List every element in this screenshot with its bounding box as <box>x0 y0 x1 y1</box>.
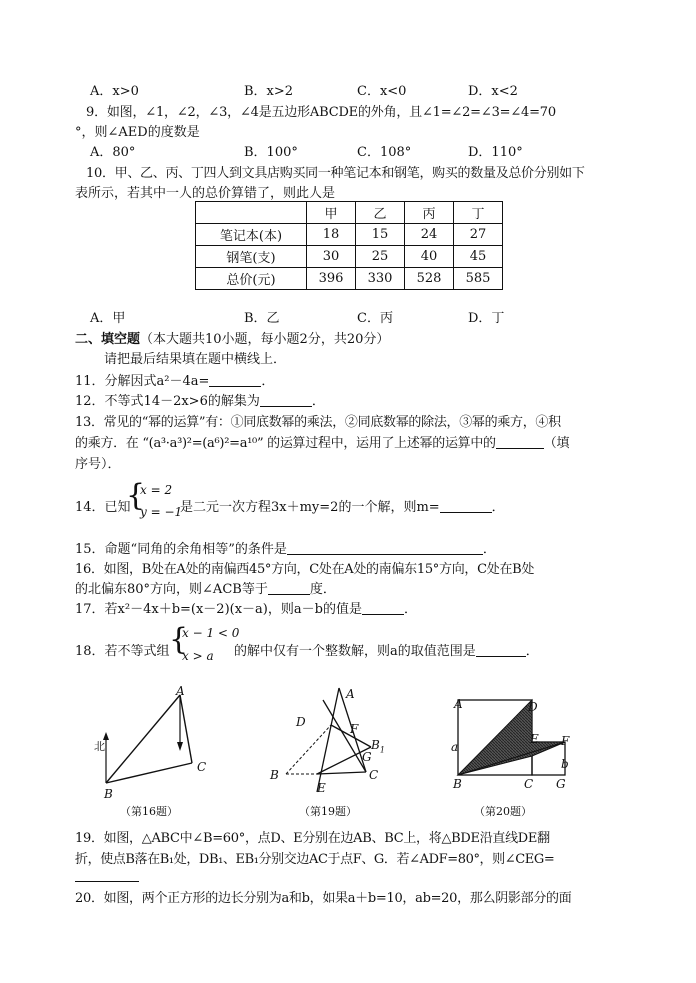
q18-post-text: 的解中仅有一个整数解，则a的取值范围是 <box>234 644 476 659</box>
q16-line1: 16．如图，B处在A处的南偏西45°方向，C处在A处的南偏东15°方向，C处在B处 <box>75 562 535 577</box>
q20-line1: 20．如图，两个正方形的边长分别为a和b，如果a＋b=10，ab=20，那么阴影部分的面 <box>75 891 572 906</box>
table-header-row <box>196 202 503 224</box>
q11-answer-blank[interactable] <box>209 374 261 387</box>
q16-answer-blank[interactable] <box>268 582 310 595</box>
q13-line2-text: 的乘方．在 “(a³·a³)²=(a⁶)²=a¹⁰” 的运算过程中，运用了上述幂的运算中的 <box>75 436 496 451</box>
q10-option-b: B．乙 <box>244 311 280 326</box>
q10-option-c: C．丙 <box>357 311 393 326</box>
q14-sys1: x = 2 <box>140 483 173 497</box>
fig20-label-g: G <box>556 777 566 791</box>
fig20-label-d: D <box>528 700 538 714</box>
q16-end: 度． <box>309 582 336 597</box>
q14-post <box>180 496 505 515</box>
fig19-label-a: A <box>346 687 355 701</box>
fig20-label-f: F <box>561 734 570 748</box>
fig16-label-a: A <box>176 684 185 698</box>
fig20-label-b: B <box>453 777 462 791</box>
q10-line2: 表所示，若其中一人的总价算错了，则此人是 <box>75 186 336 201</box>
q19-line1: 19．如图，△ABC中∠B=60°，点D、E分别在边AB、BC上，将△BDE沿直线DE翻 <box>75 831 550 846</box>
q13-answer-blank[interactable] <box>496 436 544 449</box>
table-cell: 585 <box>454 268 503 290</box>
q14-brace: { <box>126 478 146 513</box>
q12-answer-blank[interactable] <box>260 394 312 407</box>
table-cell: 330 <box>356 268 405 290</box>
q13-line1: 13．常见的“幂的运算”有：①同底数幂的乘法，②同底数幂的除法，③幂的乘方，④积 <box>75 415 561 430</box>
fig19-label-b1-sub: 1 <box>379 745 385 755</box>
fig19-label-b1 <box>371 738 385 754</box>
fig19-label-f: F <box>350 722 359 736</box>
q8-option-b: B．x>2 <box>244 84 294 99</box>
table-cell: 18 <box>307 224 356 246</box>
q8-option-c: C．x<0 <box>357 84 407 99</box>
fig19-label-e: E <box>317 781 326 795</box>
q14-sys2: y = −1 <box>140 505 183 519</box>
table-header-cell <box>196 202 307 224</box>
fig19-label-d: D <box>296 715 306 729</box>
q8-option-a: A．x>0 <box>90 84 139 99</box>
q15-answer-blank[interactable] <box>287 542 483 555</box>
q19-answer-blank[interactable] <box>75 869 139 882</box>
table-header-cell: 丁 <box>454 202 503 224</box>
table-row <box>196 268 503 290</box>
fig19-label-c: C <box>369 768 379 782</box>
q10-line1: 10．甲、乙、丙、丁四人到文具店购买同一种笔记本和钢笔，购买的数量及总价分别如下 <box>86 166 585 181</box>
table-cell: 30 <box>307 246 356 268</box>
q15 <box>75 538 496 557</box>
q16-line2-text: 的北偏东80°方向，则∠ACB等于 <box>75 582 268 597</box>
q13-line2-end: （填 <box>543 436 570 451</box>
q11 <box>75 370 274 389</box>
fig20-caption: （第20题） <box>474 805 532 818</box>
q14-pre: 14．已知 <box>75 500 131 515</box>
q9-option-a: A．80° <box>90 145 136 160</box>
q17-end: ． <box>403 602 417 617</box>
q14-answer-blank[interactable] <box>440 500 492 513</box>
fig16-caption: （第16题） <box>120 805 178 818</box>
q15-text: 15．命题“同角的余角相等”的条件是 <box>75 542 287 557</box>
q17-text: 17．若x²－4x＋b=(x－2)(x－a)，则a－b的值是 <box>75 602 362 617</box>
q17 <box>75 598 417 617</box>
q9-line1: 9．如图，∠1，∠2，∠3，∠4是五边形ABCDE的外角，且∠1=∠2=∠3=∠4=70 <box>86 105 556 120</box>
q19-line2: 折，使点B落在B₁处，DB₁、EB₁分别交边AC于点F、G．若∠ADF=80°，则∠CEG= <box>75 852 555 867</box>
table-cell: 45 <box>454 246 503 268</box>
table-header-cell: 丙 <box>405 202 454 224</box>
q12 <box>75 390 325 409</box>
section-instruction: 请把最后结果填在题中横线上． <box>104 352 287 367</box>
table-cell: 笔记本(本) <box>196 224 307 246</box>
table-row <box>196 224 503 246</box>
fig20-label-c: C <box>524 777 534 791</box>
fig16-label-c: C <box>197 760 207 774</box>
q18-post <box>234 640 539 659</box>
q8-option-d: D．x<2 <box>468 84 518 99</box>
table-cell: 24 <box>405 224 454 246</box>
table-header-cell: 甲 <box>307 202 356 224</box>
q15-end: ． <box>482 542 496 557</box>
table-cell: 396 <box>307 268 356 290</box>
q10-option-a: A．甲 <box>90 311 126 326</box>
fig19-label-g: G <box>362 750 372 764</box>
q12-end: ． <box>311 394 325 409</box>
q13-line3: 序号）． <box>75 457 121 472</box>
q18-end: ． <box>525 644 539 659</box>
fig19-label-b1-letter: B <box>371 738 380 752</box>
q9-option-c: C．108° <box>357 145 412 160</box>
table-cell: 钢笔(支) <box>196 246 307 268</box>
table-cell: 528 <box>405 268 454 290</box>
q18-pre: 18．若不等式组 <box>75 644 170 659</box>
table-row <box>196 246 503 268</box>
table-cell: 40 <box>405 246 454 268</box>
fig16-label-b: B <box>104 787 113 801</box>
q10-table <box>195 201 503 290</box>
q14-post-text: 是二元一次方程3x＋my=2的一个解，则m= <box>180 500 440 515</box>
table-cell: 总价(元) <box>196 268 307 290</box>
q11-end: ． <box>261 374 275 389</box>
table-header-cell: 乙 <box>356 202 405 224</box>
fig20-label-a: A <box>454 697 463 711</box>
fig19-caption: （第19题） <box>299 805 357 818</box>
q11-text: 11．分解因式a²－4a= <box>75 374 210 389</box>
q10-option-d: D．丁 <box>468 311 505 326</box>
q18-answer-blank[interactable] <box>476 644 526 657</box>
q18-brace: { <box>169 622 189 657</box>
q9-option-b: B．100° <box>244 145 298 160</box>
fig20-side-b: b <box>561 757 569 771</box>
table-cell: 15 <box>356 224 405 246</box>
fig16-north-label: 北 <box>94 740 105 753</box>
section-heading <box>75 328 389 347</box>
fig20-side-a: a <box>451 740 459 754</box>
table-cell: 27 <box>454 224 503 246</box>
q17-answer-blank[interactable] <box>362 602 404 615</box>
fig20-label-e: E <box>530 732 539 746</box>
fig19-label-b: B <box>270 768 279 782</box>
q12-text: 12．不等式14－2x>6的解集为 <box>75 394 260 409</box>
q9-line2: °，则∠AED的度数是 <box>75 125 200 140</box>
section-desc: （本大题共10小题，每小题2分，共20分） <box>140 332 390 347</box>
q9-option-d: D．110° <box>468 145 523 160</box>
q18-sys2: x > a <box>182 649 214 663</box>
q16-line2 <box>75 578 336 597</box>
q18-sys1: x − 1 < 0 <box>182 626 240 640</box>
table-cell: 25 <box>356 246 405 268</box>
q14-end: ． <box>491 500 505 515</box>
q13-line2 <box>75 432 569 451</box>
section-title: 二、填空题 <box>75 332 141 347</box>
